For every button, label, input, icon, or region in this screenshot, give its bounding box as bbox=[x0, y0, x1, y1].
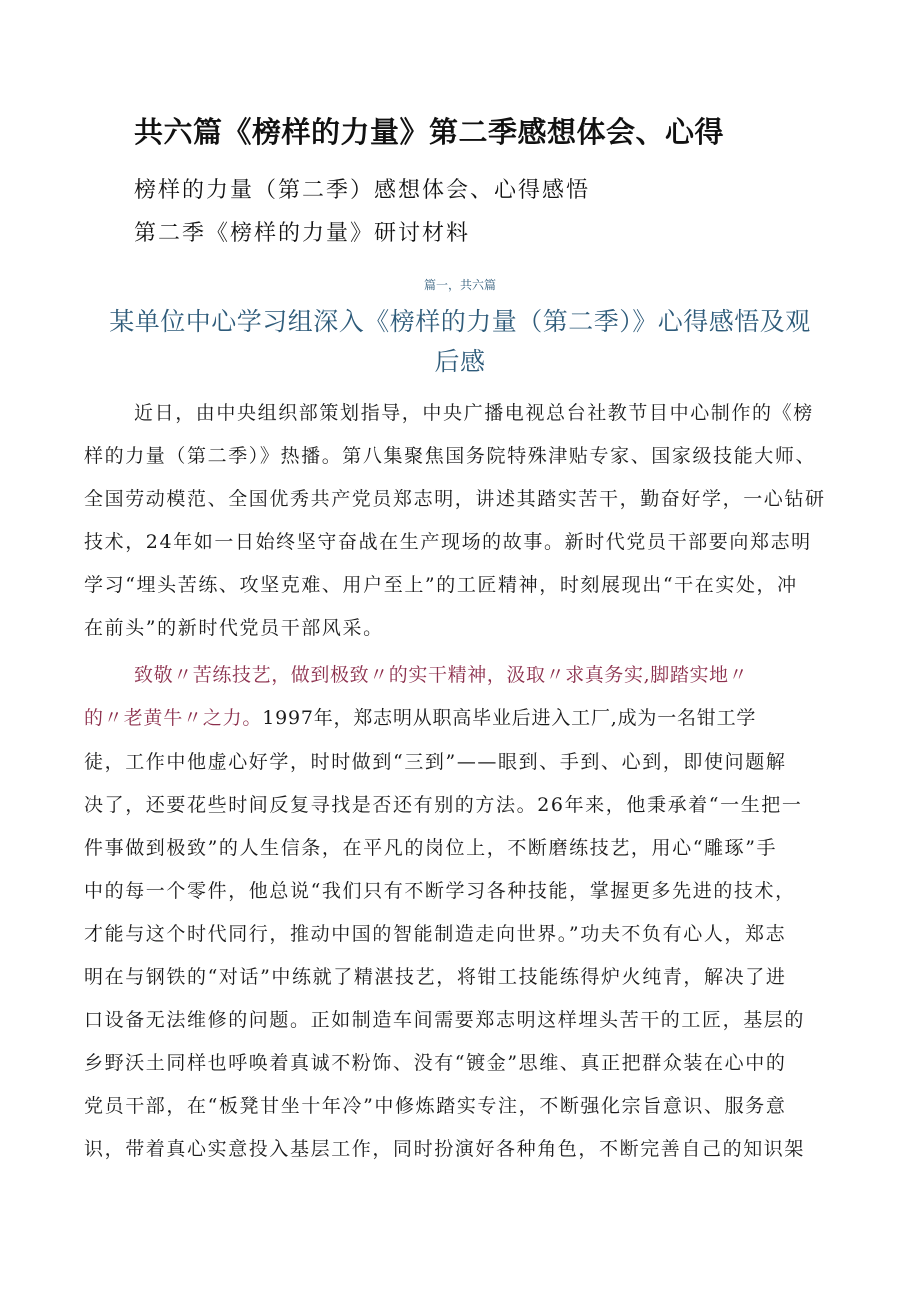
paragraph-1-line: 学习“埋头苦练、攻坚克难、用户至上”的工匠精神，时刻展现出“干在实处，冲 bbox=[84, 574, 798, 596]
paragraph-2-line: 明在与钢铁的“对话”中练就了精湛技艺，将钳工技能练得炉火纯青，解决了进 bbox=[84, 966, 787, 988]
section-label: 篇一，共六篇 bbox=[423, 278, 496, 292]
paragraph-2-line: 决了，还要花些时间反复寻找是否还有别的方法。26年来，他秉承着“一生把一 bbox=[84, 794, 803, 816]
paragraph-1-line: 技术，24年如一日始终坚守奋战在生产现场的故事。新时代党员干部要向郑志明 bbox=[84, 531, 812, 553]
paragraph-2-line: 中的每一个零件，他总说“我们只有不断学习各种技能，掌握更多先进的技术， bbox=[84, 880, 796, 902]
paragraph-2-line-rest: 1997年，郑志明从职高毕业后进入工厂,成为一名钳工学 bbox=[262, 707, 757, 729]
paragraph-1-line: 在前头”的新时代党员干部风采。 bbox=[84, 617, 384, 639]
paragraph-2-line: 徒，工作中他虚心好学，时时做到“三到”——眼到、手到、心到，即使问题解 bbox=[84, 751, 787, 773]
paragraph-2-heading: 致敬〃苦练技艺，做到极致〃的实干精神，汲取〃求真务实,脚踏实地〃 bbox=[134, 664, 749, 686]
paragraph-2-line: 才能与这个时代同行，推动中国的智能制造走向世界。”功夫不负有心人，郑志 bbox=[84, 923, 787, 945]
paragraph-2-line: 乡野沃土同样也呼唤着真诚不粉饰、没有“镀金”思维、真正把群众装在心中的 bbox=[84, 1052, 787, 1074]
document-subtitle-2: 第二季《榜样的力量》研讨材料 bbox=[134, 221, 471, 246]
article-title: 某单位中心学习组深入《榜样的力量（第二季）》心得感悟及观后感 bbox=[109, 307, 811, 376]
paragraph-2-line bbox=[84, 703, 756, 730]
paragraph-1-line: 全国劳动模范、全国优秀共产党员郑志明，讲述其踏实苦干，勤奋好学，一心钻研 bbox=[84, 488, 826, 510]
document-main-title: 共六篇《榜样的力量》第二季感想体会、心得 bbox=[134, 115, 725, 149]
paragraph-2-line: 党员干部，在“板凳甘坐十年冷”中修炼踏实专注，不断强化宗旨意识、服务意 bbox=[84, 1095, 787, 1117]
paragraph-1-line: 样的力量（第二季）》热播。第八集聚焦国务院特殊津贴专家、国家级技能大师、 bbox=[84, 445, 817, 467]
document-subtitle-1: 榜样的力量（第二季）感想体会、心得感悟 bbox=[134, 178, 591, 203]
paragraph-2-line: 件事做到极致”的人生信条，在平凡的岗位上，不断磨练技艺，用心“雕琢”手 bbox=[84, 837, 778, 859]
paragraph-2-line: 口设备无法维修的问题。正如制造车间需要郑志明这样埋头苦干的工匠，基层的 bbox=[84, 1009, 806, 1031]
paragraph-2-line: 识，带着真心实意投入基层工作，同时扮演好各种角色，不断完善自己的知识架 bbox=[84, 1138, 806, 1160]
paragraph-2-heading-end: 的〃老黄牛〃之力。 bbox=[84, 707, 263, 729]
paragraph-1-line: 近日，由中央组织部策划指导，中央广播电视总台社教节目中心制作的《榜 bbox=[134, 402, 814, 424]
